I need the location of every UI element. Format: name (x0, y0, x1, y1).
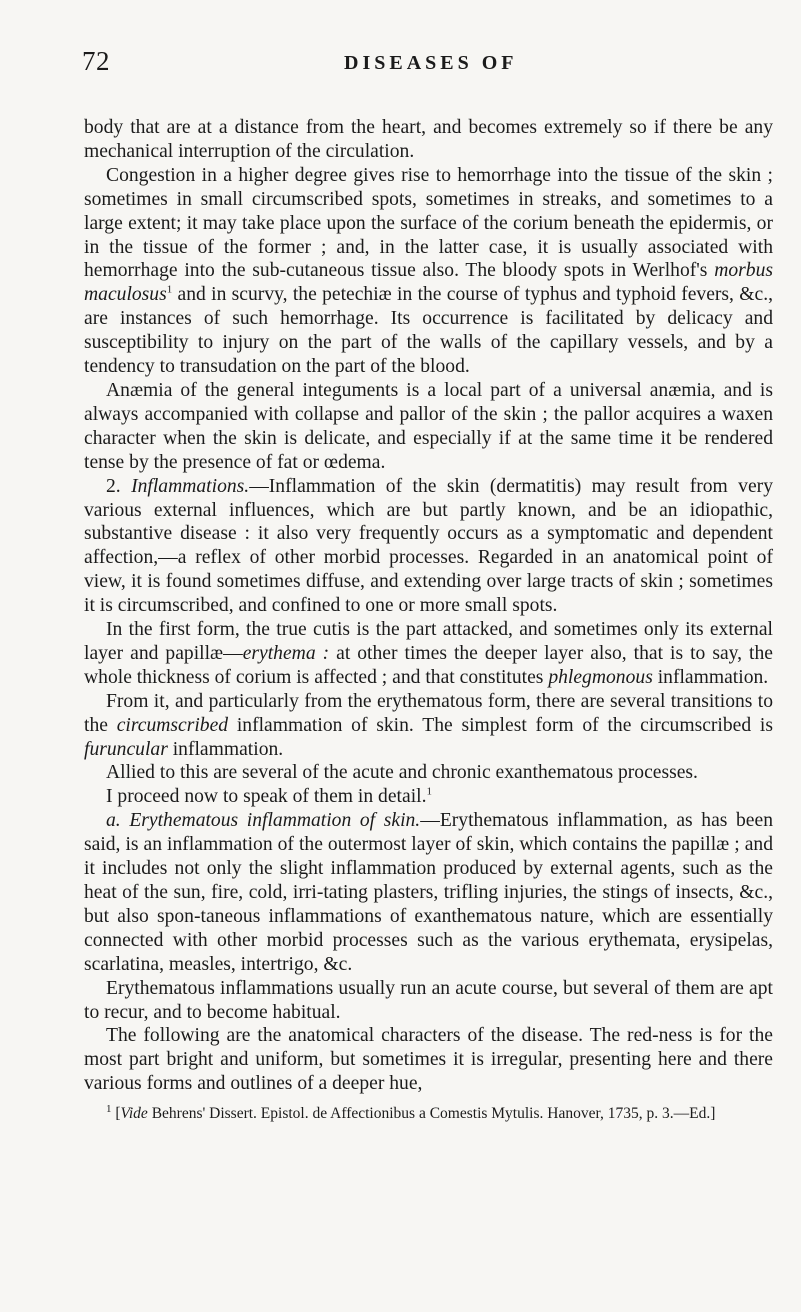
paragraph-text: In the first form, the true cutis is the part attacked, and sometimes only its external layer and papillæ— (84, 619, 773, 664)
paragraph-text: —Inflammation of the skin (dermatitis) may result from very various external influences, which are but partly known, and be an idiopathic, substantive disease : it also very frequently occurs as a symptomatic and dependent affection,—a reflex of other morbid processes. Regarded in an anatomical point of view, it is found sometimes diffuse, and extending over large tracts of skin ; sometimes it is circumscribed, and confined to one or more small spots. (84, 475, 773, 617)
term-phlegmonous: phlegmonous (548, 666, 653, 688)
paragraph-allied: Allied to this are several of the acute and chronic exanthematous processes. (106, 762, 698, 784)
section-number: 2. (106, 475, 132, 497)
paragraph-anaemia: Anæmia of the general integuments is a local part of a universal anæmia, and is always accompanied with collapse and pallor of the skin ; the pallor acquires a waxen character when the skin is delicate, and especially if at the same time it be rendered tense by the presence of fat or œdema. (84, 379, 773, 473)
paragraph-text: inflammation. (652, 666, 769, 688)
term-circumscribed: circumscribed (116, 714, 229, 736)
paragraph-text: —Erythematous inflammation, as has been said, is an inflammation of the outermost layer of skin, which contains the papillæ ; and it includes not only the slight inflammation produced by external agents, such as the heat of the sun, fire, cold, irri-tating plasters, trifling injuries, the stings of insects, &c., but also spon-taneous inflammations of exanthematous nature, which are essentially connected with other morbid processes such as the various erythemata, erysipelas, scarlatina, measles, intertrigo, &c. (84, 810, 773, 975)
footnote-marker: 1 (106, 1103, 112, 1115)
paragraph-text: at other times the deeper layer also, that is to say, the whole thickness of corium is affected ; and that constitutes (84, 642, 773, 688)
running-head (84, 46, 773, 82)
paragraph-inflammations (84, 475, 773, 618)
running-title: DISEASES OF (344, 52, 518, 74)
paragraph-proceed (84, 785, 773, 809)
paragraph-text: From it, and particularly from the erythematous form, there are several transitions to the (84, 690, 773, 736)
paragraph-continuation: body that are at a distance from the heart, and becomes extremely so if there be any mechanical interruption of the circulation. (84, 117, 773, 162)
body-text (84, 116, 773, 1096)
footnote-ref: 1 (426, 785, 432, 798)
paragraph-text: inflammation. (167, 738, 284, 760)
page-number: 72 (82, 46, 110, 76)
paragraph-text: inflammation of skin. The simplest form of the circumscribed is (228, 714, 773, 736)
footnote-ref: 1 (166, 283, 173, 296)
footnote-bracket: [ (111, 1105, 121, 1123)
paragraph-course: Erythematous inflammations usually run an acute course, but several of them are apt to recur, and to become habitual. (84, 977, 773, 1023)
paragraph-text: Congestion in a higher degree gives rise to hemorrhage into the tissue of the skin ; sometimes in small circumscribed spots, sometimes in streaks, and sometimes to a large extent; it may take place upon the surface of the corium beneath the epidermis, or in the tissue of the former ; and, in the latter case, it is usually associated with hemorrhage into the sub-cutaneous tissue also. The bloody spots in Werlhof's (84, 164, 773, 282)
disease-term: morbus maculosus (84, 260, 773, 306)
paragraph-text: I proceed now to speak of them in detail. (106, 786, 427, 808)
paragraph-erythematous (84, 809, 773, 976)
footnote (84, 1104, 773, 1123)
section-heading: Inflammations. (131, 475, 250, 497)
paragraph-text: and in scurvy, the petechiæ in the course of typhus and typhoid fevers, &c., are instances of such hemorrhage. Its occurrence is facilitated by delicacy and susceptibility to injury on the part of the walls of the capillary vessels, and by a tendency to transudation on the part of the blood. (84, 284, 773, 378)
paragraph-congestion (84, 164, 773, 379)
paragraph-characters: The following are the anatomical characters of the disease. The red-ness is for the most part bright and uniform, but sometimes it is irregular, presenting here and there various forms and outlines of a deeper hue, (84, 1025, 773, 1095)
paragraph-first-form (84, 618, 773, 690)
paragraph-transitions (84, 690, 773, 762)
term-furuncular: furuncular (84, 738, 168, 760)
subsection-heading: a. Erythematous inflammation of skin. (106, 810, 421, 832)
term-erythema: erythema : (242, 642, 330, 664)
footnote-vide: Vide (120, 1105, 148, 1123)
footnote-text: Behrens' Dissert. Epistol. de Affectionibus a Comestis Mytulis. Hanover, 1735, p. 3.—Ed.] (147, 1105, 716, 1123)
